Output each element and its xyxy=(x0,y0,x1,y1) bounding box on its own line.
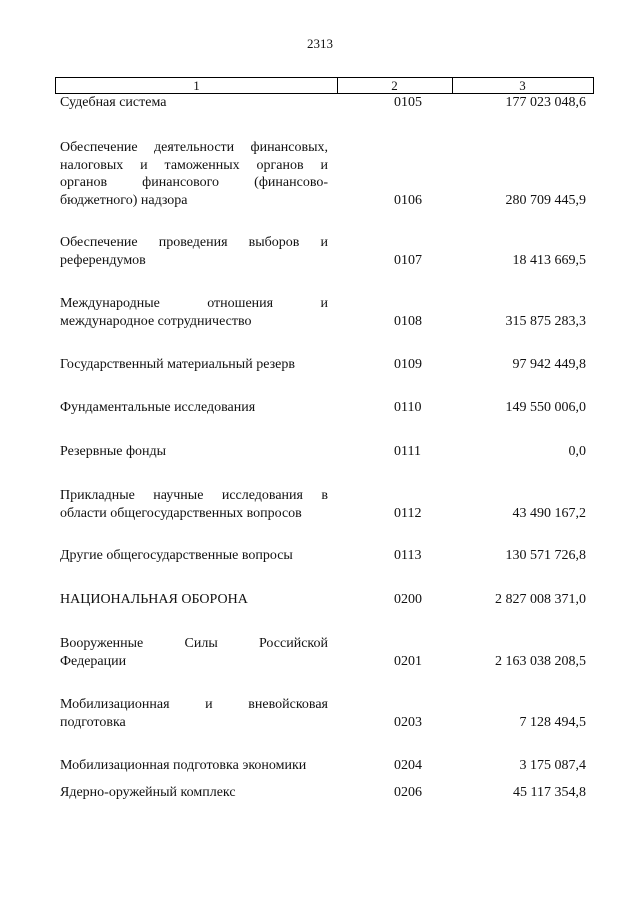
row-amount: 7 128 494,5 xyxy=(519,714,586,730)
header-col-2: 2 xyxy=(337,78,453,93)
row-name xyxy=(60,399,328,417)
row-name xyxy=(60,295,328,330)
row-code: 0200 xyxy=(394,592,422,607)
row-amount: 149 550 006,0 xyxy=(505,400,586,415)
row-name-line: Международные отношения и xyxy=(60,296,328,311)
row-amount: 97 942 449,8 xyxy=(512,357,586,372)
row-name xyxy=(60,94,328,112)
row-code: 0107 xyxy=(394,252,422,268)
row-code: 0106 xyxy=(394,192,422,208)
row-code: 0203 xyxy=(394,714,422,730)
row-name-line: Мобилизационная и вневойсковая xyxy=(60,697,328,712)
row-code: 0113 xyxy=(394,548,422,563)
row-code: 0206 xyxy=(394,785,422,800)
row-name xyxy=(60,547,328,565)
row-name xyxy=(60,591,328,609)
row-name-line: Прикладные научные исследования в xyxy=(60,488,328,503)
row-name-line: международное сотрудничество xyxy=(60,313,252,329)
row-name xyxy=(60,757,328,775)
row-name-line: органов финансового (финансово- xyxy=(60,175,328,190)
row-name-line: референдумов xyxy=(60,252,146,268)
row-name-line: Обеспечение деятельности финансовых, xyxy=(60,140,328,155)
row-amount: 130 571 726,8 xyxy=(505,548,586,563)
header-col-1: 1 xyxy=(56,78,338,93)
row-name xyxy=(60,635,328,670)
row-amount: 280 709 445,9 xyxy=(505,192,586,208)
row-name-line: подготовка xyxy=(60,714,126,730)
row-name xyxy=(60,139,328,209)
row-name xyxy=(60,784,328,802)
row-name-line: Обеспечение проведения выборов и xyxy=(60,235,328,250)
row-code: 0105 xyxy=(394,95,422,110)
row-amount: 3 175 087,4 xyxy=(519,758,586,773)
row-name-line: бюджетного) надзора xyxy=(60,192,188,208)
row-name xyxy=(60,487,328,522)
row-name xyxy=(60,696,328,731)
row-amount: 2 163 038 208,5 xyxy=(495,653,586,669)
row-amount: 18 413 669,5 xyxy=(512,252,586,268)
row-name-line: Государственный материальный резерв xyxy=(60,357,295,372)
row-name xyxy=(60,234,328,269)
row-name xyxy=(60,356,328,374)
page-number: 2313 xyxy=(307,36,333,51)
row-name-line: Судебная система xyxy=(60,95,167,110)
row-name-line: Фундаментальные исследования xyxy=(60,400,256,415)
row-name-line: Резервные фонды xyxy=(60,444,167,459)
header-col-3: 3 xyxy=(519,78,526,93)
row-name-line: Вооруженные Силы Российской xyxy=(60,636,328,651)
row-code: 0112 xyxy=(394,505,422,521)
row-name xyxy=(60,443,328,461)
row-name-line: Мобилизационная подготовка экономики xyxy=(60,758,307,773)
row-name-line: Другие общегосударственные вопросы xyxy=(60,548,293,563)
row-amount: 0,0 xyxy=(568,444,586,459)
row-name-line: Федерации xyxy=(60,653,127,669)
row-code: 0109 xyxy=(394,357,422,372)
row-code: 0201 xyxy=(394,653,422,669)
row-code: 0111 xyxy=(394,444,421,459)
row-amount: 177 023 048,6 xyxy=(505,95,586,110)
row-name-line: Ядерно-оружейный комплекс xyxy=(60,785,236,800)
row-name-line: области общегосударственных вопросов xyxy=(60,505,302,521)
row-amount: 315 875 283,3 xyxy=(505,313,586,329)
row-code: 0204 xyxy=(394,758,422,773)
row-code: 0108 xyxy=(394,313,422,329)
table-header xyxy=(55,77,594,94)
row-name-line: НАЦИОНАЛЬНАЯ ОБОРОНА xyxy=(60,592,248,607)
row-amount: 45 117 354,8 xyxy=(513,785,586,800)
row-name-line: налоговых и таможенных органов и xyxy=(60,157,328,173)
row-amount: 2 827 008 371,0 xyxy=(495,592,586,607)
row-amount: 43 490 167,2 xyxy=(512,505,586,521)
row-code: 0110 xyxy=(394,400,422,415)
